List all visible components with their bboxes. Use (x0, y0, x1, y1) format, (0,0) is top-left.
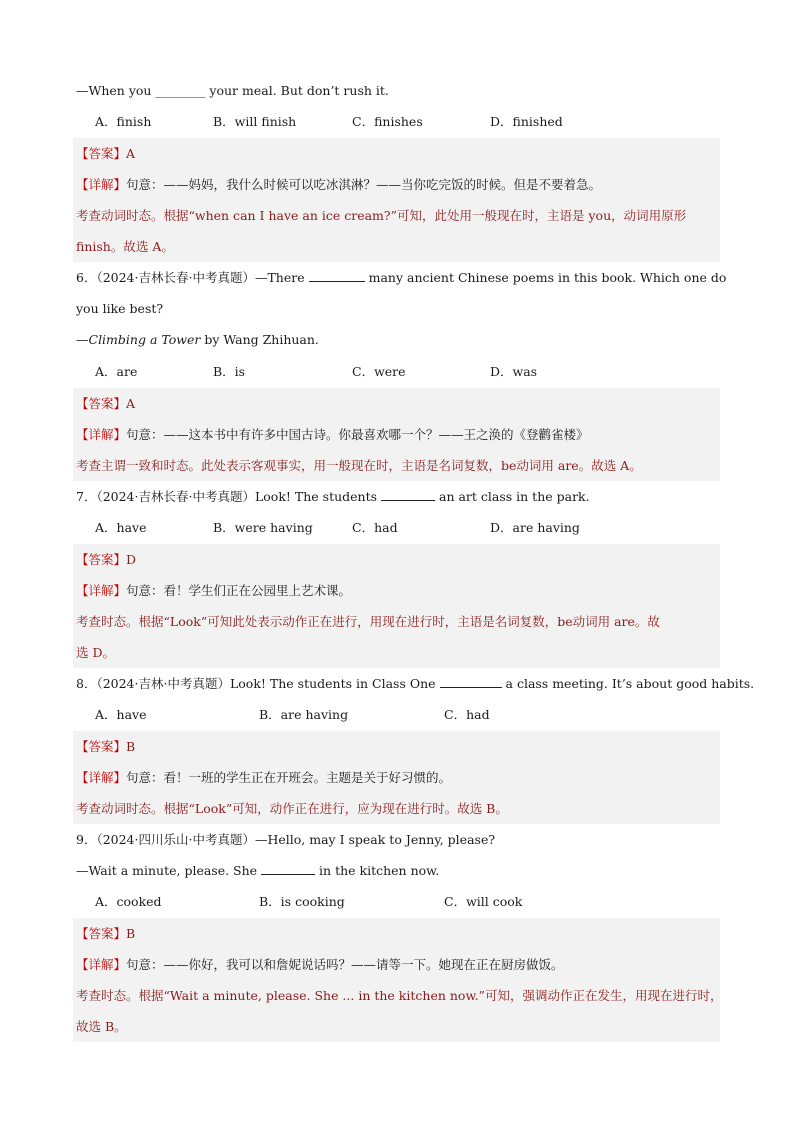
q7-detail (76, 582, 351, 600)
q9-stem-1 (76, 831, 495, 849)
q8-detail (76, 769, 451, 787)
q8-option-c: C．had (444, 707, 490, 722)
poem-title: Climbing a Tower (88, 332, 201, 347)
q5-option-c: C．finishes (352, 114, 423, 129)
q9-option-a: A．cooked (95, 894, 162, 909)
q7-answer-block (73, 544, 720, 668)
q8-answer (76, 738, 135, 756)
q7-options (76, 519, 726, 537)
q6-option-a: A．are (95, 364, 138, 379)
q9-stem-1-text: —Hello, may I speak to Jenny, please? (254, 832, 496, 847)
detail-label: 【详解】 (76, 770, 127, 785)
answer-value: B (126, 926, 136, 941)
q9-stem-a: —Wait a minute, please. She (76, 863, 258, 878)
question-source: （2024·吉林·中考真题） (96, 676, 230, 691)
q9-explain-1: 考查时态。根据“Wait a minute, please. She ... in the kitchen now.”可知，强调动作正在发生，用现在进行时， (76, 988, 723, 1003)
answer-blank (440, 675, 502, 688)
answer-label: 【答案】 (76, 396, 127, 411)
question-number: 6． (76, 270, 97, 285)
q8-option-a: A．have (95, 707, 147, 722)
answer-value: B (126, 739, 136, 754)
answer-label: 【答案】 (76, 926, 127, 941)
q7-stem-a: Look! The students (254, 489, 378, 504)
q6-stem-2: you like best? (76, 301, 164, 316)
q8-explain-1: 考查动词时态。根据“Look”可知，动作正在进行，应为现在进行时。故选 B。 (76, 801, 508, 816)
q8-option-b: B．are having (259, 707, 349, 722)
detail-text: 句意：——这本书中有许多中国古诗。你最喜欢哪一个？——王之涣的《登鹳雀楼》 (126, 427, 589, 442)
answer-blank (261, 862, 315, 875)
question-number: 7． (76, 489, 97, 504)
answer-label: 【答案】 (76, 552, 127, 567)
q9-option-c: C．will cook (444, 894, 523, 909)
q7-option-a: A．have (95, 520, 147, 535)
q9-answer (76, 925, 135, 943)
answer-value: A (126, 146, 136, 161)
q8-options (76, 706, 726, 724)
q6-stem-b: many ancient Chinese poems in this book. Which one do (368, 270, 727, 285)
detail-text: 句意：看！一班的学生正在开班会。主题是关于好习惯的。 (126, 770, 452, 785)
answer-label: 【答案】 (76, 146, 127, 161)
q6-detail (76, 426, 589, 444)
question-number: 9． (76, 832, 97, 847)
q9-explain-2: 故选 B。 (76, 1019, 127, 1034)
q7-stem-b: an art class in the park. (439, 489, 590, 504)
dash: — (76, 332, 89, 347)
q6-option-d: D．was (490, 364, 538, 379)
q6-option-b: B．is (213, 364, 246, 379)
answer-value: D (126, 552, 137, 567)
q6-answer-block (73, 388, 720, 481)
q5-option-b: B．will finish (213, 114, 297, 129)
q7-explain-1: 考查时态。根据“Look”可知此处表示动作正在进行，用现在进行时，主语是名词复数，be动词用 are。故 (76, 614, 660, 629)
q6-explain-1: 考查主谓一致和时态。此处表示客观事实，用一般现在时，主语是名词复数，be动词用 are。故选 A。 (76, 458, 642, 473)
q6-answer (76, 395, 135, 413)
detail-label: 【详解】 (76, 427, 127, 442)
detail-text: 句意：——你好，我可以和詹妮说话吗？——请等一下。她现在正在厨房做饭。 (126, 957, 564, 972)
q7-option-b: B．were having (213, 520, 313, 535)
q8-stem-a: Look! The students in Class One (229, 676, 436, 691)
q5-stem: —When you ________ your meal. But don’t rush it. (76, 83, 389, 98)
q9-answer-block (73, 918, 723, 1042)
answer-blank (381, 488, 435, 501)
q6-options (76, 363, 726, 381)
q9-stem-2 (76, 862, 439, 880)
q8-answer-block (73, 731, 720, 824)
question-source: （2024·吉林长春·中考真题） (96, 270, 255, 285)
q5-answer-block (73, 138, 720, 262)
question-number: 8． (76, 676, 97, 691)
question-source: （2024·吉林长春·中考真题） (96, 489, 255, 504)
q5-options (76, 113, 726, 131)
q9-detail (76, 956, 564, 974)
detail-text: 句意：看！学生们正在公园里上艺术课。 (126, 583, 352, 598)
detail-label: 【详解】 (76, 583, 127, 598)
q7-stem (76, 488, 590, 506)
q9-option-b: B．is cooking (259, 894, 345, 909)
q6-option-c: C．were (352, 364, 406, 379)
q5-detail (76, 176, 601, 194)
q5-option-d: D．finished (490, 114, 563, 129)
q9-options (76, 893, 726, 911)
q5-answer (76, 145, 135, 163)
detail-text: 句意：——妈妈，我什么时候可以吃冰淇淋？——当你吃完饭的时候。但是不要着急。 (126, 177, 602, 192)
q6-stem-1 (76, 269, 726, 287)
q5-explain-2: finish。故选 A。 (76, 239, 174, 254)
q7-option-c: C．had (352, 520, 398, 535)
question-source: （2024·四川乐山·中考真题） (96, 832, 255, 847)
q7-explain-2: 选 D。 (76, 645, 115, 660)
answer-value: A (126, 396, 136, 411)
detail-label: 【详解】 (76, 957, 127, 972)
q7-answer (76, 551, 136, 569)
q8-stem-b: a class meeting. It’s about good habits. (505, 676, 755, 691)
answer-label: 【答案】 (76, 739, 127, 754)
detail-label: 【详解】 (76, 177, 127, 192)
answer-blank (309, 269, 365, 282)
q7-option-d: D．are having (490, 520, 580, 535)
q6-stem-3-rest: by Wang Zhihuan. (200, 332, 319, 347)
q5-option-a: A．finish (95, 114, 152, 129)
q9-stem-b: in the kitchen now. (319, 863, 440, 878)
q6-stem-a: —There (254, 270, 305, 285)
q5-explain-1: 考查动词时态。根据“when can I have an ice cream?”可知，此处用一般现在时，主语是 you，动词用原形 (76, 208, 687, 223)
q6-stem-3 (76, 331, 319, 349)
q8-stem (76, 675, 754, 693)
